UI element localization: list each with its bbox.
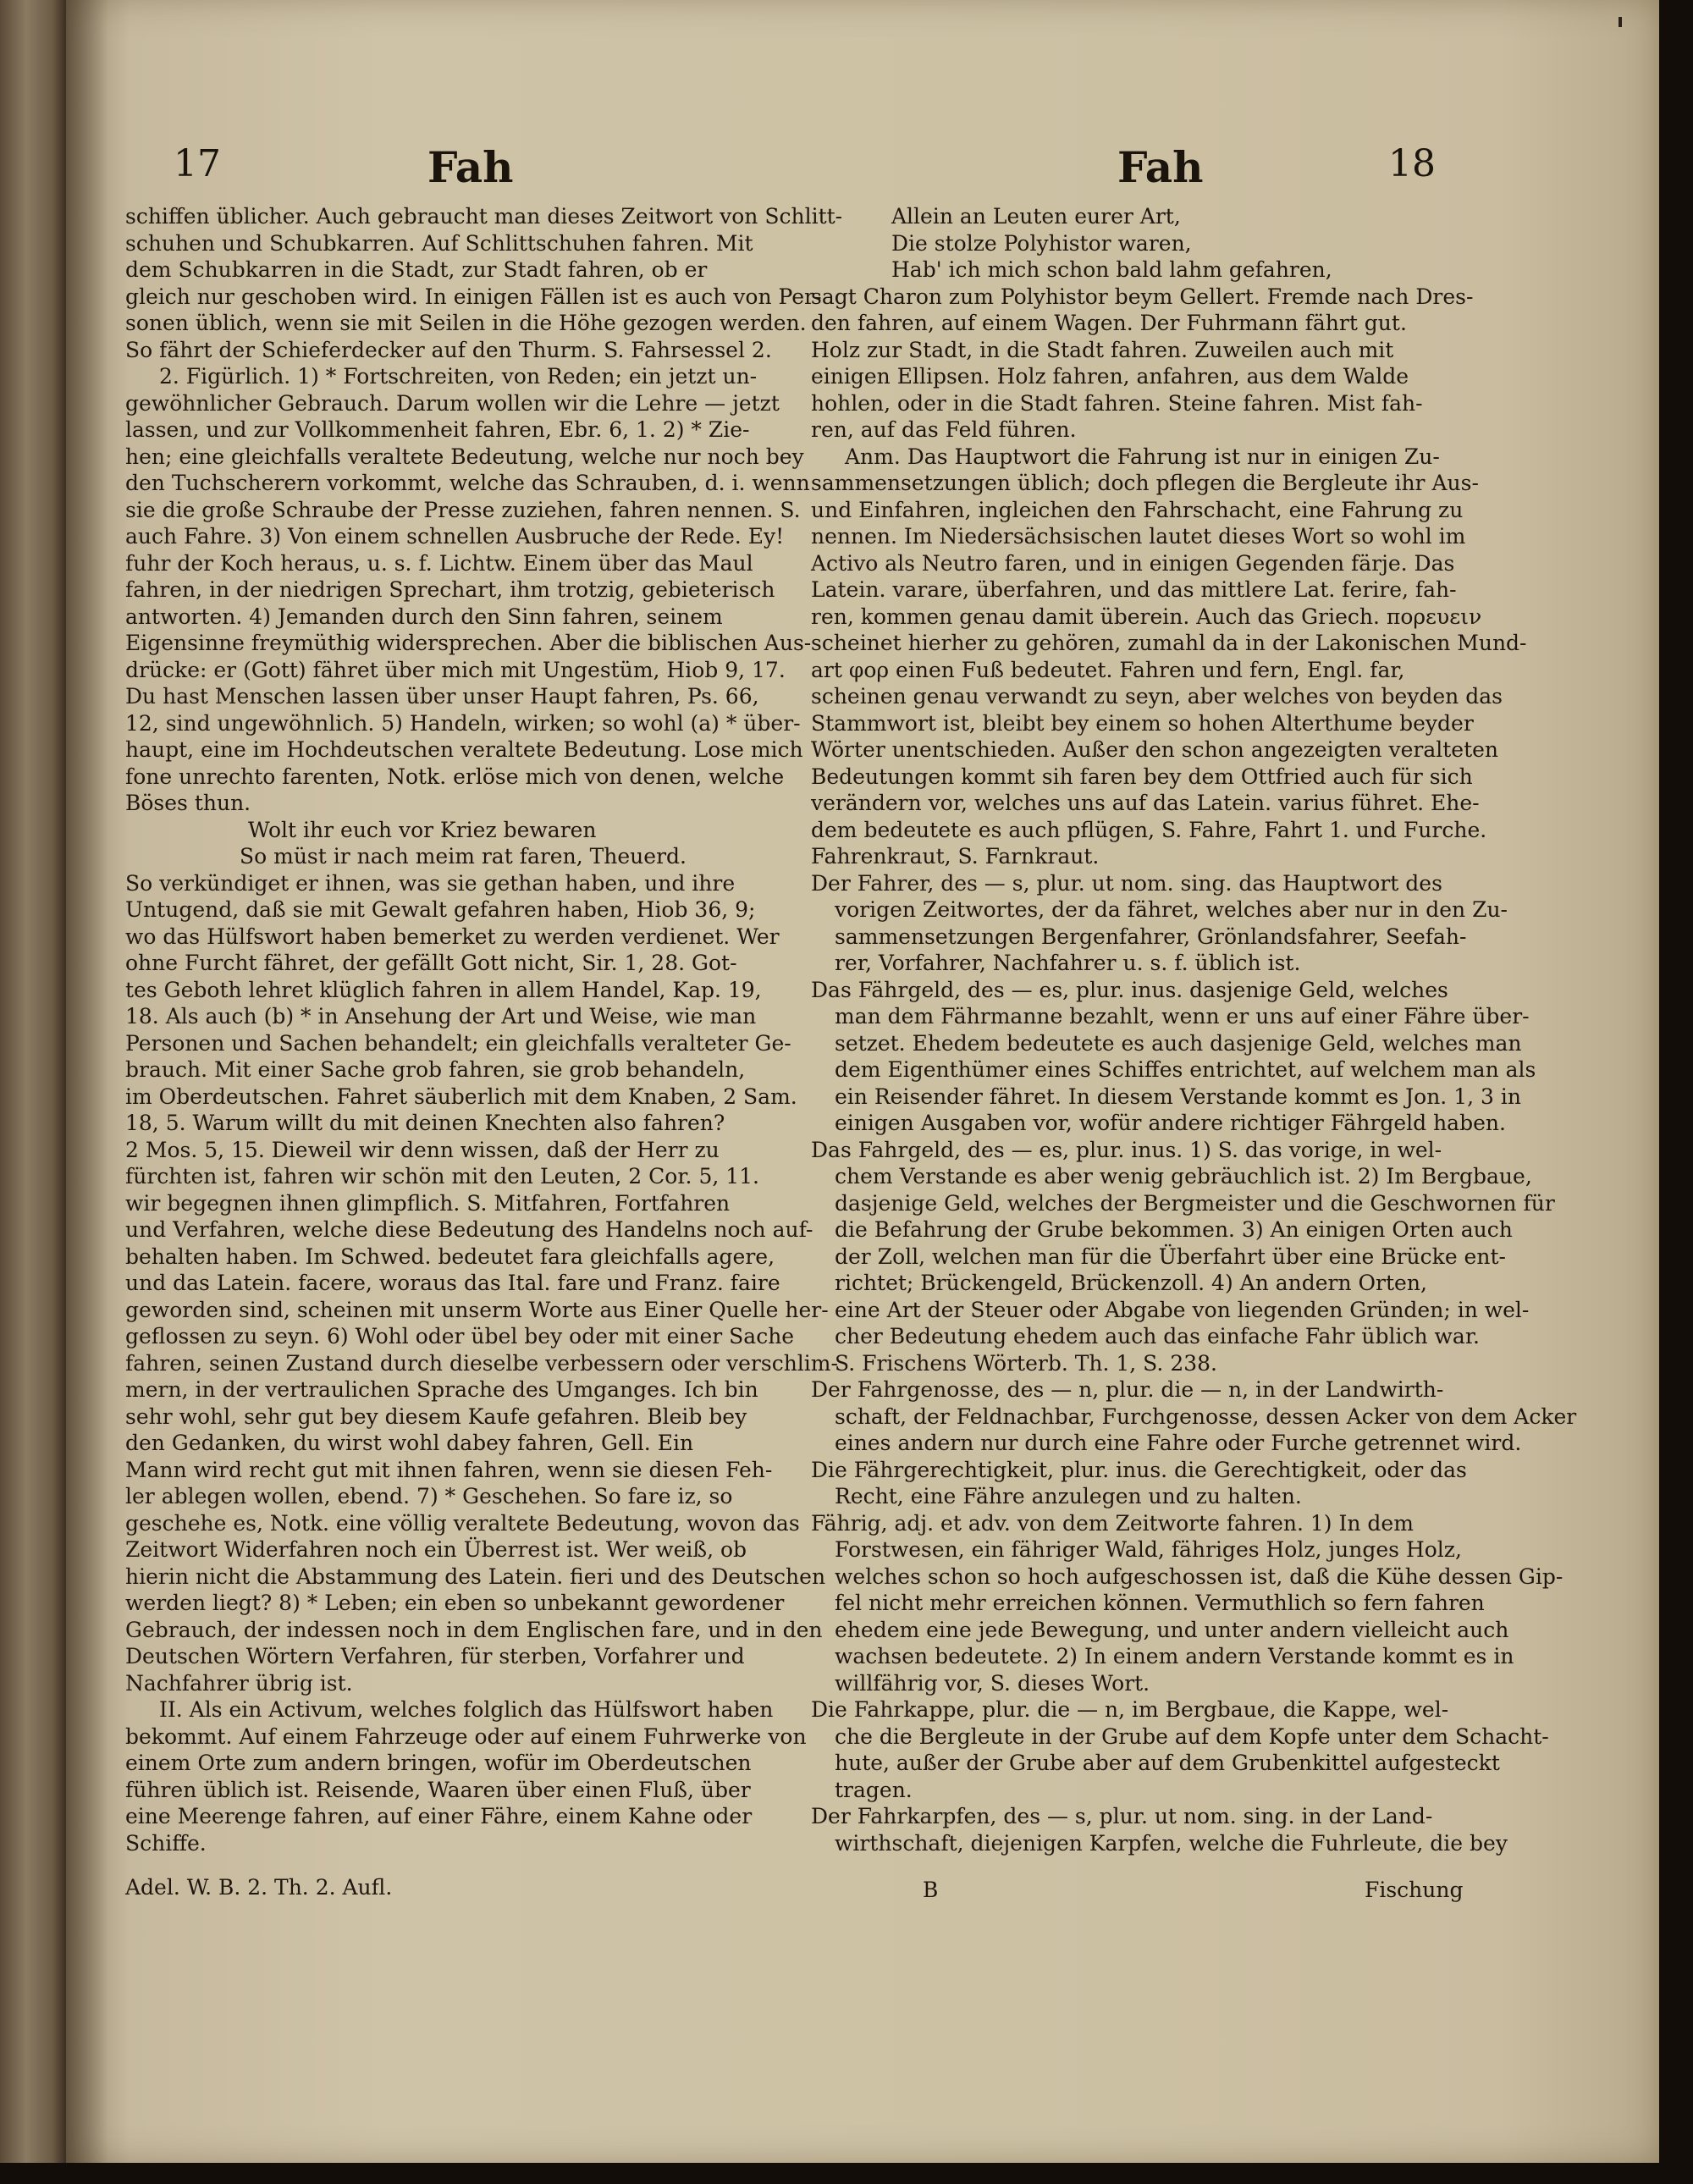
text-line: 2 Mos. 5, 15. Dieweil wir denn wissen, daß der Herr zu	[125, 1137, 720, 1162]
text-line: Der Fahrkarpfen, des — s, plur. ut nom. sing. in der Land-	[811, 1804, 1433, 1828]
text-line: chem Verstande es aber wenig gebräuchlich ist. 2) Im Bergbaue,	[835, 1164, 1532, 1189]
text-line: Anm. Das Hauptwort die Fahrung ist nur in einigen Zu-	[845, 444, 1440, 469]
text-line: Holz zur Stadt, in die Stadt fahren. Zuweilen auch mit	[811, 337, 1394, 362]
text-line: eines andern nur durch eine Fahre oder Furche getrennet wird.	[835, 1431, 1522, 1455]
text-line: einem Orte zum andern bringen, wofür im Oberdeutschen	[125, 1751, 752, 1775]
text-line: dem bedeutete es auch pflügen, S. Fahre, Fahrt 1. und Furche.	[811, 817, 1487, 842]
text-line: fahren, in der niedrigen Sprechart, ihm trotzig, gebieterisch	[125, 577, 775, 602]
text-line: Allein an Leuten eurer Art,	[891, 204, 1181, 229]
text-line: ein Reisender fähret. In diesem Verstande kommt es Jon. 1, 3 in	[835, 1084, 1521, 1109]
volume-footnote: Adel. W. B. 2. Th. 2. Aufl.	[125, 1875, 393, 1900]
text-line: im Oberdeutschen. Fahret säuberlich mit dem Knaben, 2 Sam.	[125, 1084, 797, 1109]
text-line: Der Fahrer, des — s, plur. ut nom. sing. das Hauptwort des	[811, 870, 1442, 896]
text-line: Hab' ich mich schon bald lahm gefahren,	[891, 257, 1332, 282]
text-line: Mann wird recht gut mit ihnen fahren, wenn sie diesen Feh-	[125, 1457, 773, 1482]
dark-scan-border-bottom	[0, 2163, 1693, 2184]
text-line: dem Eigenthümer eines Schiffes entrichtet, auf welchem man als	[835, 1057, 1536, 1082]
text-line: ohne Furcht fähret, der gefällt Gott nicht, Sir. 1, 28. Got-	[125, 951, 737, 975]
text-line: eine Meerenge fahren, auf einer Fähre, einem Kahne oder	[125, 1804, 753, 1828]
text-line: Fährig, adj. et adv. von dem Zeitworte fahren. 1) In dem	[811, 1510, 1414, 1536]
text-line: wirthschaft, diejenigen Karpfen, welche die Fuhrleute, die bey	[835, 1830, 1508, 1856]
text-line: gewöhnlicher Gebrauch. Darum wollen wir die Lehre — jetzt	[125, 390, 780, 416]
text-line: brauch. Mit einer Sache grob fahren, sie grob behandeln,	[125, 1057, 746, 1082]
text-line: rer, Vorfahrer, Nachfahrer u. s. f. üblich ist.	[835, 951, 1301, 975]
text-line: geworden sind, scheinen mit unserm Worte aus Einer Quelle her-	[125, 1297, 829, 1322]
text-line: bekommt. Auf einem Fahrzeuge oder auf einem Fuhrwerke von	[125, 1723, 807, 1749]
text-line: haupt, eine im Hochdeutschen veraltete Bedeutung. Lose mich	[125, 737, 803, 762]
text-line: sonen üblich, wenn sie mit Seilen in die Höhe gezogen werden.	[125, 311, 807, 335]
edge-mark	[1619, 17, 1622, 27]
text-line: wir begegnen ihnen glimpflich. S. Mitfahren, Fortfahren	[125, 1190, 731, 1216]
text-line: Das Fahrgeld, des — es, plur. inus. 1) S. das vorige, in wel-	[811, 1137, 1442, 1162]
text-line: vorigen Zeitwortes, der da fähret, welches aber nur in den Zu-	[835, 897, 1508, 922]
signature-mark: B	[923, 1878, 939, 1902]
text-line: sagt Charon zum Polyhistor beym Gellert. Fremde nach Dres-	[811, 284, 1474, 309]
text-line: 18. Als auch (b) * in Ansehung der Art und Weise, wie man	[125, 1004, 757, 1029]
text-line: einigen Ausgaben vor, wofür andere richtiger Fährgeld haben.	[835, 1111, 1506, 1135]
text-line: verändern vor, welches uns auf das Latein. varius führet. Ehe-	[811, 791, 1480, 815]
text-line: ler ablegen wollen, ebend. 7) * Geschehen. So fare iz, so	[125, 1484, 733, 1508]
text-line: werden liegt? 8) * Leben; ein eben so unbekannt gewordener	[125, 1591, 785, 1615]
text-line: geflossen zu seyn. 6) Wohl oder übel bey oder mit einer Sache	[125, 1324, 795, 1348]
catchword-footer: Fischung	[1365, 1878, 1464, 1902]
text-line: eine Art der Steuer oder Abgabe von liegenden Gründen; in wel-	[835, 1297, 1530, 1322]
page-number-left: 17	[174, 142, 221, 185]
text-line: die Befahrung der Grube bekommen. 3) An einigen Orten auch	[835, 1217, 1513, 1242]
text-line: fuhr der Koch heraus, u. s. f. Lichtw. Einem über das Maul	[125, 550, 753, 576]
text-line: scheinet hierher zu gehören, zumahl da in der Lakonischen Mund-	[811, 631, 1527, 655]
text-line: Forstwesen, ein fähriger Wald, fähriges Holz, junges Holz,	[835, 1537, 1462, 1562]
text-line: Wolt ihr euch vor Kriez bewaren	[248, 817, 597, 842]
text-line: So müst ir nach meim rat faren, Theuerd.	[240, 844, 687, 869]
running-head-left: Fah	[427, 142, 514, 192]
text-line: drücke: er (Gott) fähret über mich mit Ungestüm, Hiob 9, 17.	[125, 657, 786, 682]
text-line: scheinen genau verwandt zu seyn, aber welches von beyden das	[811, 684, 1503, 709]
text-line: cher Bedeutung ehedem auch das einfache Fahr üblich war.	[835, 1324, 1480, 1348]
text-line: fahren, seinen Zustand durch dieselbe verbessern oder verschlim-	[125, 1350, 838, 1376]
text-line: Personen und Sachen behandelt; ein gleichfalls veralteter Ge-	[125, 1030, 791, 1056]
text-line: Bedeutungen kommt sih faren bey dem Ottfried auch für sich	[811, 764, 1473, 789]
text-line: Böses thun.	[125, 791, 251, 815]
text-line: hohlen, oder in die Stadt fahren. Steine fahren. Mist fah-	[811, 390, 1423, 416]
text-line: 2. Figürlich. 1) * Fortschreiten, von Reden; ein jetzt un-	[159, 364, 758, 389]
text-line: hen; eine gleichfalls veraltete Bedeutung, welche nur noch bey	[125, 444, 804, 469]
text-line: Der Fahrgenosse, des — n, plur. die — n, in der Landwirth-	[811, 1377, 1444, 1402]
text-line: Die Fahrkappe, plur. die — n, im Bergbaue, die Kappe, wel-	[811, 1697, 1449, 1722]
text-line: und Verfahren, welche diese Bedeutung des Handelns noch auf-	[125, 1217, 813, 1242]
text-line: tragen.	[835, 1777, 913, 1802]
text-line: lassen, und zur Vollkommenheit fahren, Ebr. 6, 1. 2) * Zie-	[125, 417, 750, 442]
text-line: sie die große Schraube der Presse zuziehen, fahren nennen. S.	[125, 497, 801, 522]
text-line: einigen Ellipsen. Holz fahren, anfahren, aus dem Walde	[811, 364, 1409, 389]
text-line: welches schon so hoch aufgeschossen ist, daß die Kühe dessen Gip-	[835, 1564, 1563, 1589]
text-line: art φορ einen Fuß bedeutet. Fahren und fern, Engl. far,	[811, 657, 1405, 682]
text-line: schaft, der Feldnachbar, Furchgenosse, dessen Acker von dem Acker	[835, 1404, 1577, 1429]
text-line: gleich nur geschoben wird. In einigen Fällen ist es auch von Per-	[125, 284, 822, 309]
text-line: ehedem eine jede Bewegung, und unter andern vielleicht auch	[835, 1617, 1509, 1642]
text-line: schiffen üblicher. Auch gebraucht man dieses Zeitwort von Schlitt-	[125, 204, 843, 229]
text-line: dasjenige Geld, welches der Bergmeister und die Geschwornen für	[835, 1190, 1555, 1216]
text-line: sammensetzungen Bergenfahrer, Grönlandsfahrer, Seefah-	[835, 924, 1467, 949]
text-line: Zeitwort Widerfahren noch ein Überrest ist. Wer weiß, ob	[125, 1537, 747, 1562]
text-line: 18, 5. Warum willt du mit deinen Knechten also fahren?	[125, 1111, 725, 1135]
text-line: Die Fährgerechtigkeit, plur. inus. die Gerechtigkeit, oder das	[811, 1457, 1467, 1482]
text-line: Schiffe.	[125, 1830, 207, 1856]
text-line: tes Geboth lehret klüglich fahren in allem Handel, Kap. 19,	[125, 977, 762, 1002]
text-line: auch Fahre. 3) Von einem schnellen Ausbruche der Rede. Ey!	[125, 524, 785, 549]
text-line: So fährt der Schieferdecker auf den Thurm. S. Fahrsessel 2.	[125, 337, 772, 362]
text-line: mern, in der vertraulichen Sprache des Umganges. Ich bin	[125, 1377, 758, 1402]
text-line: ren, kommen genau damit überein. Auch das Griech. πορευειν	[811, 604, 1482, 629]
text-line: Stammwort ist, bleibt bey einem so hohen Alterthume beyder	[811, 710, 1474, 736]
text-line: Die stolze Polyhistor waren,	[891, 230, 1192, 256]
text-line: sehr wohl, sehr gut bey diesem Kaufe gefahren. Bleib bey	[125, 1404, 747, 1429]
text-line: sammensetzungen üblich; doch pflegen die Bergleute ihr Aus-	[811, 471, 1479, 495]
text-column-right	[811, 203, 1577, 1856]
text-line: wo das Hülfswort haben bemerket zu werden verdienet. Wer	[125, 924, 780, 949]
text-line: Eigensinne freymüthig widersprechen. Aber die biblischen Aus-	[125, 631, 812, 655]
page-number-right: 18	[1388, 142, 1436, 185]
text-line: geschehe es, Notk. eine völlig veraltete Bedeutung, wovon das	[125, 1510, 800, 1536]
page-gutter-shadow	[66, 0, 108, 2163]
text-line: den Gedanken, du wirst wohl dabey fahren, Gell. Ein	[125, 1431, 694, 1455]
text-line: fürchten ist, fahren wir schön mit den Leuten, 2 Cor. 5, 11.	[125, 1164, 759, 1189]
text-line: wachsen bedeutete. 2) In einem andern Verstande kommt es in	[835, 1644, 1514, 1668]
text-line: 12, sind ungewöhnlich. 5) Handeln, wirken; so wohl (a) * über-	[125, 710, 801, 736]
text-line: antworten. 4) Jemanden durch den Sinn fahren, seinem	[125, 604, 723, 629]
text-line: Fahrenkraut, S. Farnkraut.	[811, 844, 1100, 869]
text-line: man dem Fährmanne bezahlt, wenn er uns auf einer Fähre über-	[835, 1004, 1530, 1029]
text-line: willfährig vor, S. dieses Wort.	[835, 1670, 1150, 1696]
text-line: und Einfahren, ingleichen den Fahrschacht, eine Fahrung zu	[811, 497, 1464, 522]
text-line: hierin nicht die Abstammung des Latein. fieri und des Deutschen	[125, 1564, 826, 1589]
text-line: Nachfahrer übrig ist.	[125, 1670, 353, 1696]
text-line: Untugend, daß sie mit Gewalt gefahren haben, Hiob 36, 9;	[125, 897, 756, 922]
text-line: So verkündiget er ihnen, was sie gethan haben, und ihre	[125, 870, 736, 896]
text-line: Activo als Neutro faren, und in einigen Gegenden färje. Das	[811, 550, 1455, 576]
text-line: II. Als ein Activum, welches folglich das Hülfswort haben	[159, 1697, 774, 1722]
text-line: den Tuchscherern vorkommt, welche das Schrauben, d. i. wenn	[125, 471, 810, 495]
book-binding-edge	[0, 0, 66, 2184]
text-line: Du hast Menschen lassen über unser Haupt fahren, Ps. 66,	[125, 684, 759, 709]
text-line: führen üblich ist. Reisende, Waaren über einen Fluß, über	[125, 1777, 751, 1802]
text-line: Das Fährgeld, des — es, plur. inus. dasjenige Geld, welches	[811, 977, 1448, 1002]
text-line: fel nicht mehr erreichen können. Vermuthlich so fern fahren	[835, 1591, 1485, 1615]
text-line: den fahren, auf einem Wagen. Der Fuhrmann fährt gut.	[811, 311, 1407, 335]
text-column-left	[125, 203, 843, 1856]
dark-scan-border-right	[1659, 0, 1693, 2184]
text-line: Wörter unentschieden. Außer den schon angezeigten veralteten	[811, 737, 1499, 762]
text-line: fone unrechto farenten, Notk. erlöse mich von denen, welche	[125, 764, 785, 789]
text-line: schuhen und Schubkarren. Auf Schlittschuhen fahren. Mit	[125, 230, 753, 256]
text-line: dem Schubkarren in die Stadt, zur Stadt fahren, ob er	[125, 257, 708, 282]
text-line: der Zoll, welchen man für die Überfahrt über eine Brücke ent-	[835, 1244, 1506, 1269]
text-line: hute, außer der Grube aber auf dem Grubenkittel aufgesteckt	[835, 1751, 1500, 1775]
text-line: Recht, eine Fähre anzulegen und zu halten.	[835, 1484, 1302, 1508]
text-line: ren, auf das Feld führen.	[811, 417, 1077, 442]
text-line: nennen. Im Niedersächsischen lautet dieses Wort so wohl im	[811, 524, 1466, 549]
text-line: richtet; Brückengeld, Brückenzoll. 4) An andern Orten,	[835, 1271, 1427, 1295]
text-line: che die Bergleute in der Grube auf dem Kopfe unter dem Schacht-	[835, 1723, 1549, 1749]
text-line: S. Frischens Wörterb. Th. 1, S. 238.	[835, 1350, 1217, 1376]
text-line: Deutschen Wörtern Verfahren, für sterben, Vorfahrer und	[125, 1644, 745, 1668]
text-line: Gebrauch, der indessen noch in dem Englischen fare, und in den	[125, 1617, 823, 1642]
text-line: Latein. varare, überfahren, und das mittlere Lat. ferire, fah-	[811, 577, 1457, 602]
running-head-right: Fah	[1117, 142, 1204, 192]
text-line: setzet. Ehedem bedeutete es auch dasjenige Geld, welches man	[835, 1030, 1522, 1056]
text-line: und das Latein. facere, woraus das Ital. fare und Franz. faire	[125, 1271, 780, 1295]
text-line: behalten haben. Im Schwed. bedeutet fara gleichfalls agere,	[125, 1244, 775, 1269]
